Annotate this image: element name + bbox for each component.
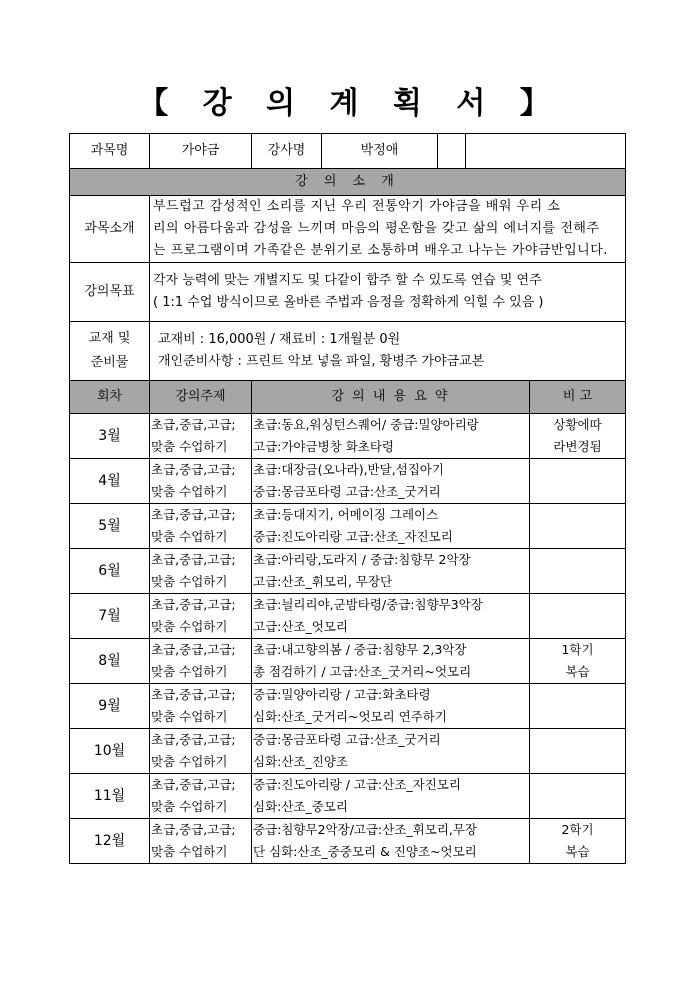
table-row <box>70 774 626 819</box>
table-row <box>70 459 626 504</box>
month-cell: 4월 <box>70 459 150 504</box>
goal-line: ( 1:1 수업 방식이므로 올바른 주법과 음정을 정확하게 익힐 수 있음 ) <box>153 295 544 310</box>
course-intro-label: 과목소개 <box>70 196 150 263</box>
materials-row <box>70 322 626 381</box>
topic-line: 맞춤 수업하기 <box>151 484 228 499</box>
note-cell <box>530 639 626 684</box>
note-header: 비 고 <box>530 381 626 414</box>
content-line: 심화:산조_중모리 <box>253 799 348 814</box>
content-cell <box>252 414 530 459</box>
topic-line: 초급,중급,고급; <box>151 462 236 477</box>
topic-line: 초급,중급,고급; <box>151 732 236 747</box>
table-row <box>70 594 626 639</box>
month-cell: 7월 <box>70 594 150 639</box>
topic-line: 맞춤 수업하기 <box>151 709 228 724</box>
course-intro-line: 부드럽고 감성적인 소리를 지닌 우리 전통악기 가야금을 배워 우리 소 <box>153 199 561 214</box>
content-cell <box>252 594 530 639</box>
content-cell <box>252 504 530 549</box>
note-line: 상황에따 <box>553 417 602 432</box>
content-line: 총 점검하기 / 고급:산조_굿거리~엇모리 <box>253 664 472 679</box>
topic-cell <box>150 459 252 504</box>
content-line: 중급:침향무2악장/고급:산조_휘모리,무장 <box>253 822 478 837</box>
topic-cell <box>150 549 252 594</box>
topic-cell <box>150 819 252 864</box>
content-cell <box>252 549 530 594</box>
table-row <box>70 684 626 729</box>
content-line: 초급:내고향의봄 / 중급:침향무 2,3악장 <box>253 642 467 657</box>
month-cell: 9월 <box>70 684 150 729</box>
note-cell <box>530 684 626 729</box>
content-header: 강 의 내 용 요 약 <box>252 381 530 414</box>
topic-cell <box>150 504 252 549</box>
intro-section-header <box>70 169 626 196</box>
topic-cell <box>150 684 252 729</box>
content-line: 심화:산조_굿거리~엇모리 연주하기 <box>253 709 447 724</box>
topic-line: 맞춤 수업하기 <box>151 799 228 814</box>
topic-cell <box>150 729 252 774</box>
note-cell <box>530 414 626 459</box>
topic-line: 초급,중급,고급; <box>151 507 236 522</box>
content-line: 단 심화:산조_중중모리 & 진양조~엇모리 <box>253 844 477 859</box>
materials-label-line: 준비물 <box>90 355 129 370</box>
note-cell <box>530 774 626 819</box>
note-cell <box>530 729 626 774</box>
topic-line: 맞춤 수업하기 <box>151 574 228 589</box>
topic-line: 초급,중급,고급; <box>151 642 236 657</box>
note-cell <box>530 549 626 594</box>
schedule-body <box>70 414 626 864</box>
goal-line: 각자 능력에 맞는 개별지도 및 다같이 합주 할 수 있도록 연습 및 연주 <box>153 273 542 288</box>
empty-cell <box>466 134 626 169</box>
materials-label <box>70 322 150 381</box>
empty-cell <box>438 134 466 169</box>
topic-line: 초급,중급,고급; <box>151 552 236 567</box>
content-line: 초급:동요,워싱턴스퀘어/ 중급:밀양아리랑 <box>253 417 479 432</box>
month-cell: 11월 <box>70 774 150 819</box>
schedule-header-row <box>70 381 626 414</box>
course-intro-row <box>70 196 626 263</box>
lecture-plan-table <box>69 133 626 864</box>
document-title: 【 강 의 계 획 서 】 <box>138 86 562 121</box>
topic-cell <box>150 639 252 684</box>
note-cell <box>530 504 626 549</box>
materials-line: 교재비 : 16,000원 / 재료비 : 1개월분 0원 <box>158 332 401 347</box>
content-line: 중급:몽금포타령 고급:산조_굿거리 <box>253 484 441 499</box>
materials-text <box>150 322 626 381</box>
note-line: 복습 <box>565 664 590 679</box>
content-cell <box>252 639 530 684</box>
content-line: 중급:몽금포타령 고급:산조_굿거리 <box>253 732 441 747</box>
content-line: 고급:가야금병창 화초타령 <box>253 439 395 454</box>
instructor-label: 강사명 <box>252 134 322 169</box>
month-cell: 8월 <box>70 639 150 684</box>
content-line: 초급:대장금(오나라),반달,섬집아기 <box>253 462 444 477</box>
topic-line: 맞춤 수업하기 <box>151 619 228 634</box>
content-line: 초급:늴리리야,군밤타령/중급:침향무3악장 <box>253 597 483 612</box>
goal-row <box>70 263 626 322</box>
month-cell: 10월 <box>70 729 150 774</box>
topic-line: 맞춤 수업하기 <box>151 529 228 544</box>
instructor-value: 박정애 <box>322 134 438 169</box>
topic-line: 맞춤 수업하기 <box>151 754 228 769</box>
materials-line: 개인준비사항 : 프린트 악보 넣을 파일, 황병주 가야금교본 <box>158 354 485 369</box>
note-line: 1학기 <box>561 642 594 657</box>
month-cell: 3월 <box>70 414 150 459</box>
topic-line: 맞춤 수업하기 <box>151 844 228 859</box>
note-cell <box>530 594 626 639</box>
content-line: 심화:산조_진양조 <box>253 754 348 769</box>
topic-cell <box>150 414 252 459</box>
content-line: 초급:등대지기, 어메이징 그레이스 <box>253 507 439 522</box>
course-intro-text <box>150 196 626 263</box>
topic-cell <box>150 774 252 819</box>
topic-line: 초급,중급,고급; <box>151 777 236 792</box>
table-row <box>70 549 626 594</box>
content-cell <box>252 819 530 864</box>
content-cell <box>252 459 530 504</box>
table-row <box>70 819 626 864</box>
month-cell: 5월 <box>70 504 150 549</box>
content-line: 고급:산조_엇모리 <box>253 619 348 634</box>
topic-line: 맞춤 수업하기 <box>151 664 228 679</box>
content-cell <box>252 774 530 819</box>
subject-value: 가야금 <box>150 134 252 169</box>
topic-cell <box>150 594 252 639</box>
content-line: 초급:아리랑,도라지 / 중급:침향무 2악장 <box>253 552 471 567</box>
table-row <box>70 414 626 459</box>
content-line: 중급:진도아리랑 / 고급:산조_자진모리 <box>253 777 461 792</box>
topic-header: 강의주제 <box>150 381 252 414</box>
table-row <box>70 504 626 549</box>
note-line: 2학기 <box>561 822 594 837</box>
content-line: 중급:진도아리랑 고급:산조_자진모리 <box>253 529 453 544</box>
materials-label-line: 교재 및 <box>88 331 131 346</box>
note-cell <box>530 819 626 864</box>
table-row <box>70 729 626 774</box>
goal-label: 강의목표 <box>70 263 150 322</box>
table-row <box>70 639 626 684</box>
content-line: 고급:산조_휘모리, 무장단 <box>253 574 393 589</box>
note-line: 복습 <box>565 844 590 859</box>
topic-line: 맞춤 수업하기 <box>151 439 228 454</box>
header-row <box>70 134 626 169</box>
content-line: 중급:밀양아리랑 / 고급:화초타령 <box>253 687 431 702</box>
subject-label: 과목명 <box>70 134 150 169</box>
month-cell: 12월 <box>70 819 150 864</box>
content-cell <box>252 729 530 774</box>
topic-line: 초급,중급,고급; <box>151 822 236 837</box>
session-header: 회차 <box>70 381 150 414</box>
goal-text <box>150 263 626 322</box>
topic-line: 초급,중급,고급; <box>151 417 236 432</box>
topic-line: 초급,중급,고급; <box>151 597 236 612</box>
note-line: 라변경됨 <box>553 439 602 454</box>
course-intro-line: 리의 아름다움과 감성을 느끼며 마음의 평온함을 갖고 삶의 에너지를 전해주 <box>153 221 600 236</box>
note-cell <box>530 459 626 504</box>
content-cell <box>252 684 530 729</box>
month-cell: 6월 <box>70 549 150 594</box>
course-intro-line: 는 프로그램이며 가족같은 분위기로 소통하며 배우고 나누는 가야금반입니다. <box>153 243 608 258</box>
topic-line: 초급,중급,고급; <box>151 687 236 702</box>
intro-heading: 강 의 소 개 <box>70 169 626 196</box>
